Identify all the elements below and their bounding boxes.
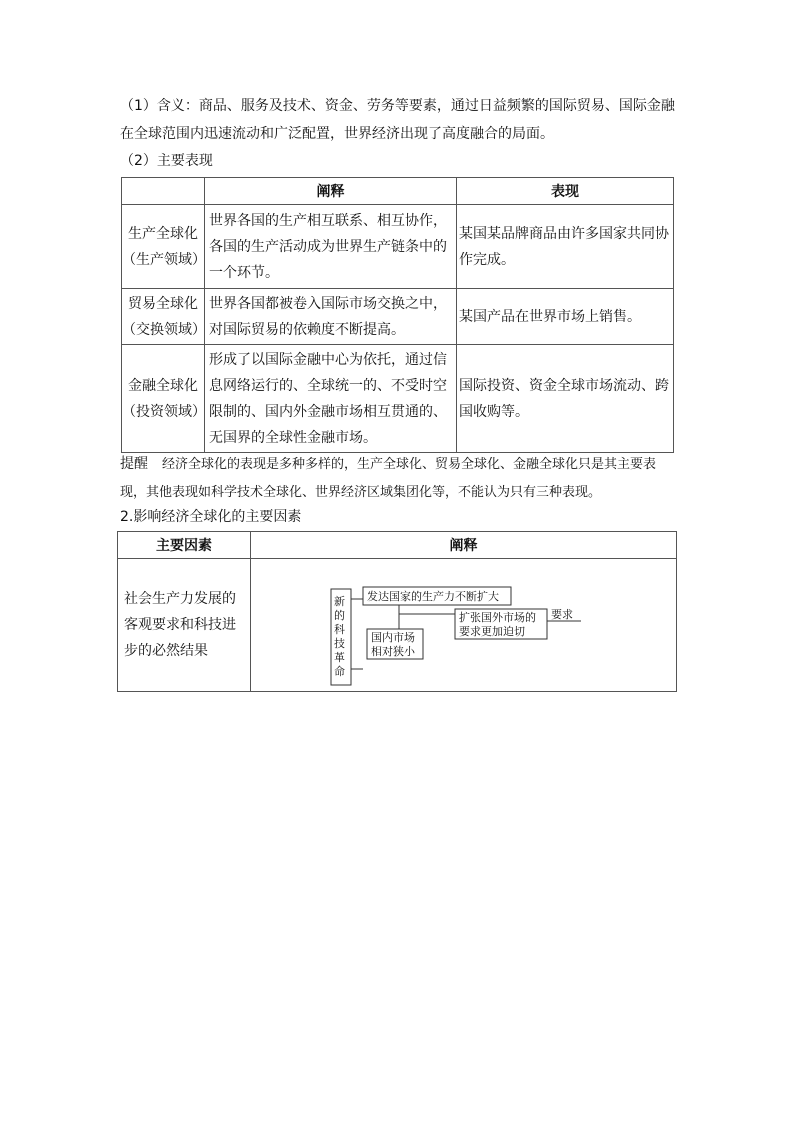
diagram-text: 命 xyxy=(334,665,345,678)
diagram-text: 的 xyxy=(334,609,345,622)
table-row xyxy=(122,289,674,345)
diagram-text: 革 xyxy=(334,651,345,664)
diagram-text: 要求更加迫切 xyxy=(459,625,525,638)
row-name xyxy=(122,345,205,453)
tip-text: 经济全球化的表现是多种多样的，生产全球化、贸易全球化、金融全球化只是其主要表现，其他表现如科学技术全球化、世界经济区域集团化等，不能认为只有三种表现。 xyxy=(120,457,657,500)
row-name xyxy=(122,289,205,345)
table-row xyxy=(122,205,674,289)
diagram-text: 国内市场 xyxy=(371,631,415,644)
connector xyxy=(399,614,455,619)
header-cell: 阐释 xyxy=(251,532,677,559)
table-header-row xyxy=(122,178,674,205)
table-row xyxy=(122,345,674,453)
row-name xyxy=(122,205,205,289)
row-name-line: （生产领域） xyxy=(122,251,206,268)
row-name-line: 生产全球化 xyxy=(128,225,198,242)
tip-paragraph xyxy=(120,450,678,507)
row-perf: 国际投资、资金全球市场流动、跨国收购等。 xyxy=(457,345,674,453)
diagram-text: 相对狭小 xyxy=(371,645,415,658)
header-cell: 主要因素 xyxy=(118,532,251,559)
row-name-line: 贸易全球化 xyxy=(128,295,198,312)
factor-cell: 社会生产力发展的客观要求和科技进步的必然结果 xyxy=(118,559,251,692)
diagram-text: 要求 xyxy=(551,608,573,621)
diagram-text: 科 xyxy=(334,623,345,636)
row-desc: 世界各国都被卷入国际市场交换之中，对国际贸易的依赖度不断提高。 xyxy=(205,289,457,345)
table-row xyxy=(118,559,677,692)
row-perf: 某国产品在世界市场上销售。 xyxy=(457,289,674,345)
row-name-line: （投资领域） xyxy=(122,403,206,420)
row-name-line: （交换领域） xyxy=(122,321,206,338)
header-cell: 表现 xyxy=(457,178,674,205)
diagram-text: 发达国家的生产力不断扩大 xyxy=(367,590,499,603)
header-cell xyxy=(122,178,205,205)
row-name-line: 金融全球化 xyxy=(128,377,198,394)
subheading-main-manifestations: （2）主要表现 xyxy=(120,153,213,169)
diagram-text: 新 xyxy=(334,595,345,608)
diagram-text: 技 xyxy=(334,637,345,650)
row-desc: 世界各国的生产相互联系、相互协作，各国的生产活动成为世界生产链条中的一个环节。 xyxy=(205,205,457,289)
row-desc: 形成了以国际金融中心为依托，通过信息网络运行的、全球统一的、不受时空限制的、国内外金融市场相互贯通的、无国界的全球性金融市场。 xyxy=(205,345,457,453)
connector xyxy=(351,599,363,669)
factors-table xyxy=(117,531,677,692)
manifestations-table xyxy=(121,177,674,453)
definition-paragraph: （1）含义：商品、服务及技术、资金、劳务等要素，通过日益频繁的国际贸易、国际金融在全球范围内迅速流动和广泛配置，世界经济出现了高度融合的局面。 xyxy=(120,98,675,142)
tech-revolution-diagram xyxy=(251,559,676,687)
diagram-text: 扩张国外市场的 xyxy=(459,611,536,624)
header-cell: 阐释 xyxy=(205,178,457,205)
table-header-row xyxy=(118,532,677,559)
tip-label: 提醒 xyxy=(120,456,148,472)
row-perf: 某国某品牌商品由许多国家共同协作完成。 xyxy=(457,205,674,289)
diagram-cell xyxy=(251,559,677,692)
section2-heading: 2.影响经济全球化的主要因素 xyxy=(120,509,302,525)
